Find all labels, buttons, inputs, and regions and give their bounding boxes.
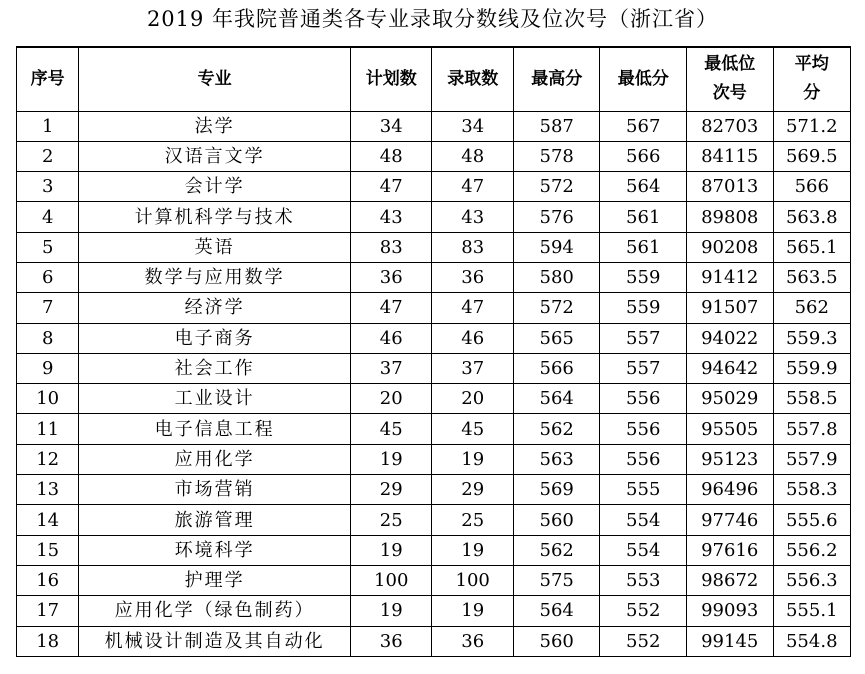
table-row (17, 202, 851, 232)
cell-seq: 3 (17, 172, 79, 202)
cell-admitted: 37 (432, 353, 513, 383)
cell-max-score: 580 (513, 262, 600, 292)
table-row (17, 172, 851, 202)
header-plan: 计划数 (350, 47, 431, 111)
cell-plan: 20 (350, 384, 431, 414)
cell-max-score: 569 (513, 475, 600, 505)
table-header-row (17, 47, 851, 111)
cell-avg-score: 557.9 (773, 444, 851, 474)
cell-major: 市场营销 (79, 475, 351, 505)
table-row (17, 505, 851, 535)
cell-max-score: 562 (513, 414, 600, 444)
header-avg-score: 平均分 (773, 47, 851, 111)
cell-max-score: 565 (513, 323, 600, 353)
cell-avg-score: 556.3 (773, 565, 851, 595)
cell-major: 环境科学 (79, 535, 351, 565)
cell-admitted: 20 (432, 384, 513, 414)
cell-min-score: 557 (600, 353, 687, 383)
cell-max-score: 564 (513, 384, 600, 414)
cell-plan: 43 (350, 202, 431, 232)
cell-seq: 13 (17, 475, 79, 505)
cell-min-score: 561 (600, 232, 687, 262)
cell-min-rank: 95123 (686, 444, 773, 474)
cell-admitted: 19 (432, 596, 513, 626)
cell-max-score: 560 (513, 626, 600, 656)
cell-max-score: 576 (513, 202, 600, 232)
cell-min-score: 564 (600, 172, 687, 202)
table-row (17, 293, 851, 323)
cell-seq: 7 (17, 293, 79, 323)
table-row (17, 475, 851, 505)
cell-major: 机械设计制造及其自动化 (79, 626, 351, 656)
cell-min-rank: 91507 (686, 293, 773, 323)
cell-plan: 100 (350, 565, 431, 595)
cell-seq: 4 (17, 202, 79, 232)
header-seq: 序号 (17, 47, 79, 111)
cell-max-score: 562 (513, 535, 600, 565)
table-row (17, 323, 851, 353)
cell-min-score: 552 (600, 626, 687, 656)
table-row (17, 565, 851, 595)
cell-admitted: 19 (432, 444, 513, 474)
cell-admitted: 46 (432, 323, 513, 353)
cell-admitted: 36 (432, 262, 513, 292)
cell-admitted: 29 (432, 475, 513, 505)
cell-admitted: 83 (432, 232, 513, 262)
cell-max-score: 594 (513, 232, 600, 262)
table-row (17, 384, 851, 414)
cell-min-score: 561 (600, 202, 687, 232)
cell-min-score: 552 (600, 596, 687, 626)
cell-avg-score: 559.3 (773, 323, 851, 353)
cell-max-score: 575 (513, 565, 600, 595)
cell-min-rank: 97746 (686, 505, 773, 535)
cell-admitted: 19 (432, 535, 513, 565)
table-row (17, 111, 851, 141)
cell-admitted: 45 (432, 414, 513, 444)
cell-plan: 19 (350, 596, 431, 626)
cell-min-rank: 89808 (686, 202, 773, 232)
cell-avg-score: 566 (773, 172, 851, 202)
header-min-score: 最低分 (600, 47, 687, 111)
cell-seq: 11 (17, 414, 79, 444)
cell-seq: 8 (17, 323, 79, 353)
cell-min-score: 555 (600, 475, 687, 505)
cell-major: 经济学 (79, 293, 351, 323)
cell-seq: 6 (17, 262, 79, 292)
cell-major: 护理学 (79, 565, 351, 595)
cell-admitted: 47 (432, 172, 513, 202)
cell-max-score: 563 (513, 444, 600, 474)
cell-min-score: 567 (600, 111, 687, 141)
cell-seq: 18 (17, 626, 79, 656)
cell-min-rank: 94022 (686, 323, 773, 353)
cell-min-rank: 95505 (686, 414, 773, 444)
cell-avg-score: 555.6 (773, 505, 851, 535)
cell-min-score: 556 (600, 444, 687, 474)
cell-min-rank: 98672 (686, 565, 773, 595)
cell-max-score: 560 (513, 505, 600, 535)
cell-plan: 48 (350, 141, 431, 171)
cell-plan: 29 (350, 475, 431, 505)
cell-min-score: 556 (600, 414, 687, 444)
cell-min-score: 553 (600, 565, 687, 595)
cell-avg-score: 555.1 (773, 596, 851, 626)
cell-avg-score: 563.5 (773, 262, 851, 292)
cell-min-rank: 94642 (686, 353, 773, 383)
cell-plan: 47 (350, 172, 431, 202)
cell-avg-score: 563.8 (773, 202, 851, 232)
table-row (17, 353, 851, 383)
cell-min-rank: 82703 (686, 111, 773, 141)
cell-major: 社会工作 (79, 353, 351, 383)
cell-seq: 15 (17, 535, 79, 565)
cell-max-score: 587 (513, 111, 600, 141)
cell-max-score: 572 (513, 293, 600, 323)
cell-avg-score: 554.8 (773, 626, 851, 656)
cell-seq: 14 (17, 505, 79, 535)
table-row (17, 535, 851, 565)
cell-max-score: 566 (513, 353, 600, 383)
table-row (17, 596, 851, 626)
cell-major: 电子信息工程 (79, 414, 351, 444)
cell-min-score: 554 (600, 535, 687, 565)
cell-plan: 47 (350, 293, 431, 323)
cell-major: 数学与应用数学 (79, 262, 351, 292)
header-major: 专业 (79, 47, 351, 111)
cell-avg-score: 559.9 (773, 353, 851, 383)
cell-major: 会计学 (79, 172, 351, 202)
cell-min-score: 559 (600, 262, 687, 292)
cell-plan: 34 (350, 111, 431, 141)
table-body (17, 111, 851, 656)
table-row (17, 626, 851, 656)
table-row (17, 262, 851, 292)
cell-admitted: 25 (432, 505, 513, 535)
cell-plan: 25 (350, 505, 431, 535)
header-min-rank: 最低位次号 (686, 47, 773, 111)
cell-admitted: 34 (432, 111, 513, 141)
cell-min-score: 554 (600, 505, 687, 535)
cell-min-rank: 87013 (686, 172, 773, 202)
cell-admitted: 36 (432, 626, 513, 656)
cell-max-score: 564 (513, 596, 600, 626)
cell-plan: 19 (350, 535, 431, 565)
cell-avg-score: 557.8 (773, 414, 851, 444)
cell-min-rank: 91412 (686, 262, 773, 292)
cell-seq: 16 (17, 565, 79, 595)
cell-min-rank: 84115 (686, 141, 773, 171)
cell-min-rank: 99145 (686, 626, 773, 656)
cell-plan: 83 (350, 232, 431, 262)
cell-seq: 12 (17, 444, 79, 474)
cell-avg-score: 571.2 (773, 111, 851, 141)
cell-avg-score: 569.5 (773, 141, 851, 171)
cell-major: 工业设计 (79, 384, 351, 414)
cell-major: 应用化学（绿色制药） (79, 596, 351, 626)
cell-major: 电子商务 (79, 323, 351, 353)
cell-seq: 9 (17, 353, 79, 383)
cell-avg-score: 556.2 (773, 535, 851, 565)
cell-seq: 17 (17, 596, 79, 626)
cell-min-rank: 96496 (686, 475, 773, 505)
cell-seq: 5 (17, 232, 79, 262)
cell-major: 旅游管理 (79, 505, 351, 535)
cell-major: 英语 (79, 232, 351, 262)
cell-min-rank: 95029 (686, 384, 773, 414)
cell-avg-score: 562 (773, 293, 851, 323)
cell-plan: 45 (350, 414, 431, 444)
admission-score-table (16, 46, 851, 657)
cell-major: 应用化学 (79, 444, 351, 474)
cell-plan: 46 (350, 323, 431, 353)
cell-plan: 19 (350, 444, 431, 474)
cell-max-score: 578 (513, 141, 600, 171)
cell-seq: 10 (17, 384, 79, 414)
table-row (17, 444, 851, 474)
table-row (17, 414, 851, 444)
cell-plan: 36 (350, 262, 431, 292)
cell-min-rank: 97616 (686, 535, 773, 565)
cell-plan: 37 (350, 353, 431, 383)
cell-min-score: 566 (600, 141, 687, 171)
cell-min-score: 559 (600, 293, 687, 323)
cell-admitted: 47 (432, 293, 513, 323)
cell-admitted: 100 (432, 565, 513, 595)
header-max-score: 最高分 (513, 47, 600, 111)
cell-major: 汉语言文学 (79, 141, 351, 171)
cell-min-rank: 99093 (686, 596, 773, 626)
cell-min-score: 556 (600, 384, 687, 414)
cell-min-score: 557 (600, 323, 687, 353)
cell-avg-score: 565.1 (773, 232, 851, 262)
cell-min-rank: 90208 (686, 232, 773, 262)
cell-plan: 36 (350, 626, 431, 656)
cell-major: 计算机科学与技术 (79, 202, 351, 232)
cell-admitted: 48 (432, 141, 513, 171)
cell-admitted: 43 (432, 202, 513, 232)
table-row (17, 232, 851, 262)
cell-seq: 2 (17, 141, 79, 171)
cell-major: 法学 (79, 111, 351, 141)
cell-max-score: 572 (513, 172, 600, 202)
cell-avg-score: 558.5 (773, 384, 851, 414)
cell-seq: 1 (17, 111, 79, 141)
header-admitted: 录取数 (432, 47, 513, 111)
cell-avg-score: 558.3 (773, 475, 851, 505)
page-title: 2019 年我院普通类各专业录取分数线及位次号（浙江省） (146, 7, 719, 31)
table-row (17, 141, 851, 171)
